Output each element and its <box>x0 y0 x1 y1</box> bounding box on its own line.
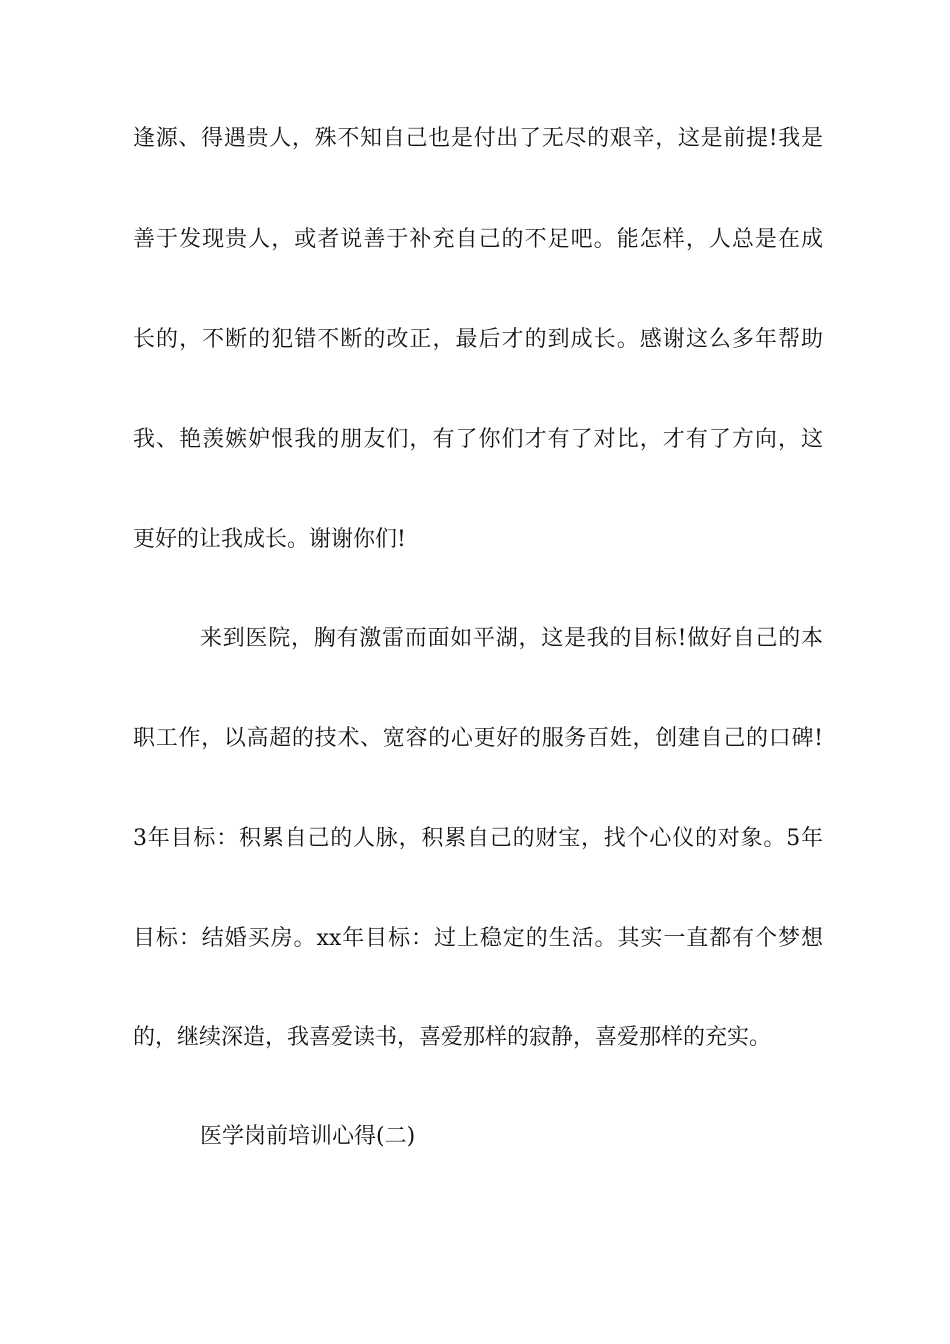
paragraph-2-line-3: 3年目标：积累自己的人脉，积累自己的财宝，找个心仪的对象。5年 <box>133 826 823 851</box>
paragraph-1-line-2: 善于发现贵人，或者说善于补充自己的不足吧。能怎样，人总是在成 <box>133 227 823 252</box>
paragraph-2-line-2: 职工作，以高超的技术、宽容的心更好的服务百姓，创建自己的口碑! <box>133 726 823 751</box>
section-heading: 医学岗前培训心得(二) <box>200 1124 416 1149</box>
paragraph-1-line-4: 我、艳羡嫉妒恨我的朋友们，有了你们才有了对比，才有了方向，这 <box>133 427 823 452</box>
paragraph-1-line-5: 更好的让我成长。谢谢你们! <box>133 527 406 552</box>
paragraph-2-line-1: 来到医院，胸有激雷而面如平湖，这是我的目标!做好自己的本 <box>200 626 823 651</box>
paragraph-2-line-5: 的，继续深造，我喜爱读书，喜爱那样的寂静，喜爱那样的充实。 <box>133 1025 772 1050</box>
paragraph-1-line-1: 逢源、得遇贵人，殊不知自己也是付出了无尽的艰辛，这是前提!我是 <box>133 126 823 151</box>
paragraph-1-line-3: 长的，不断的犯错不断的改正，最后才的到成长。感谢这么多年帮助 <box>133 327 823 352</box>
paragraph-2-line-4: 目标：结婚买房。xx年目标：过上稳定的生活。其实一直都有个梦想 <box>133 926 823 951</box>
